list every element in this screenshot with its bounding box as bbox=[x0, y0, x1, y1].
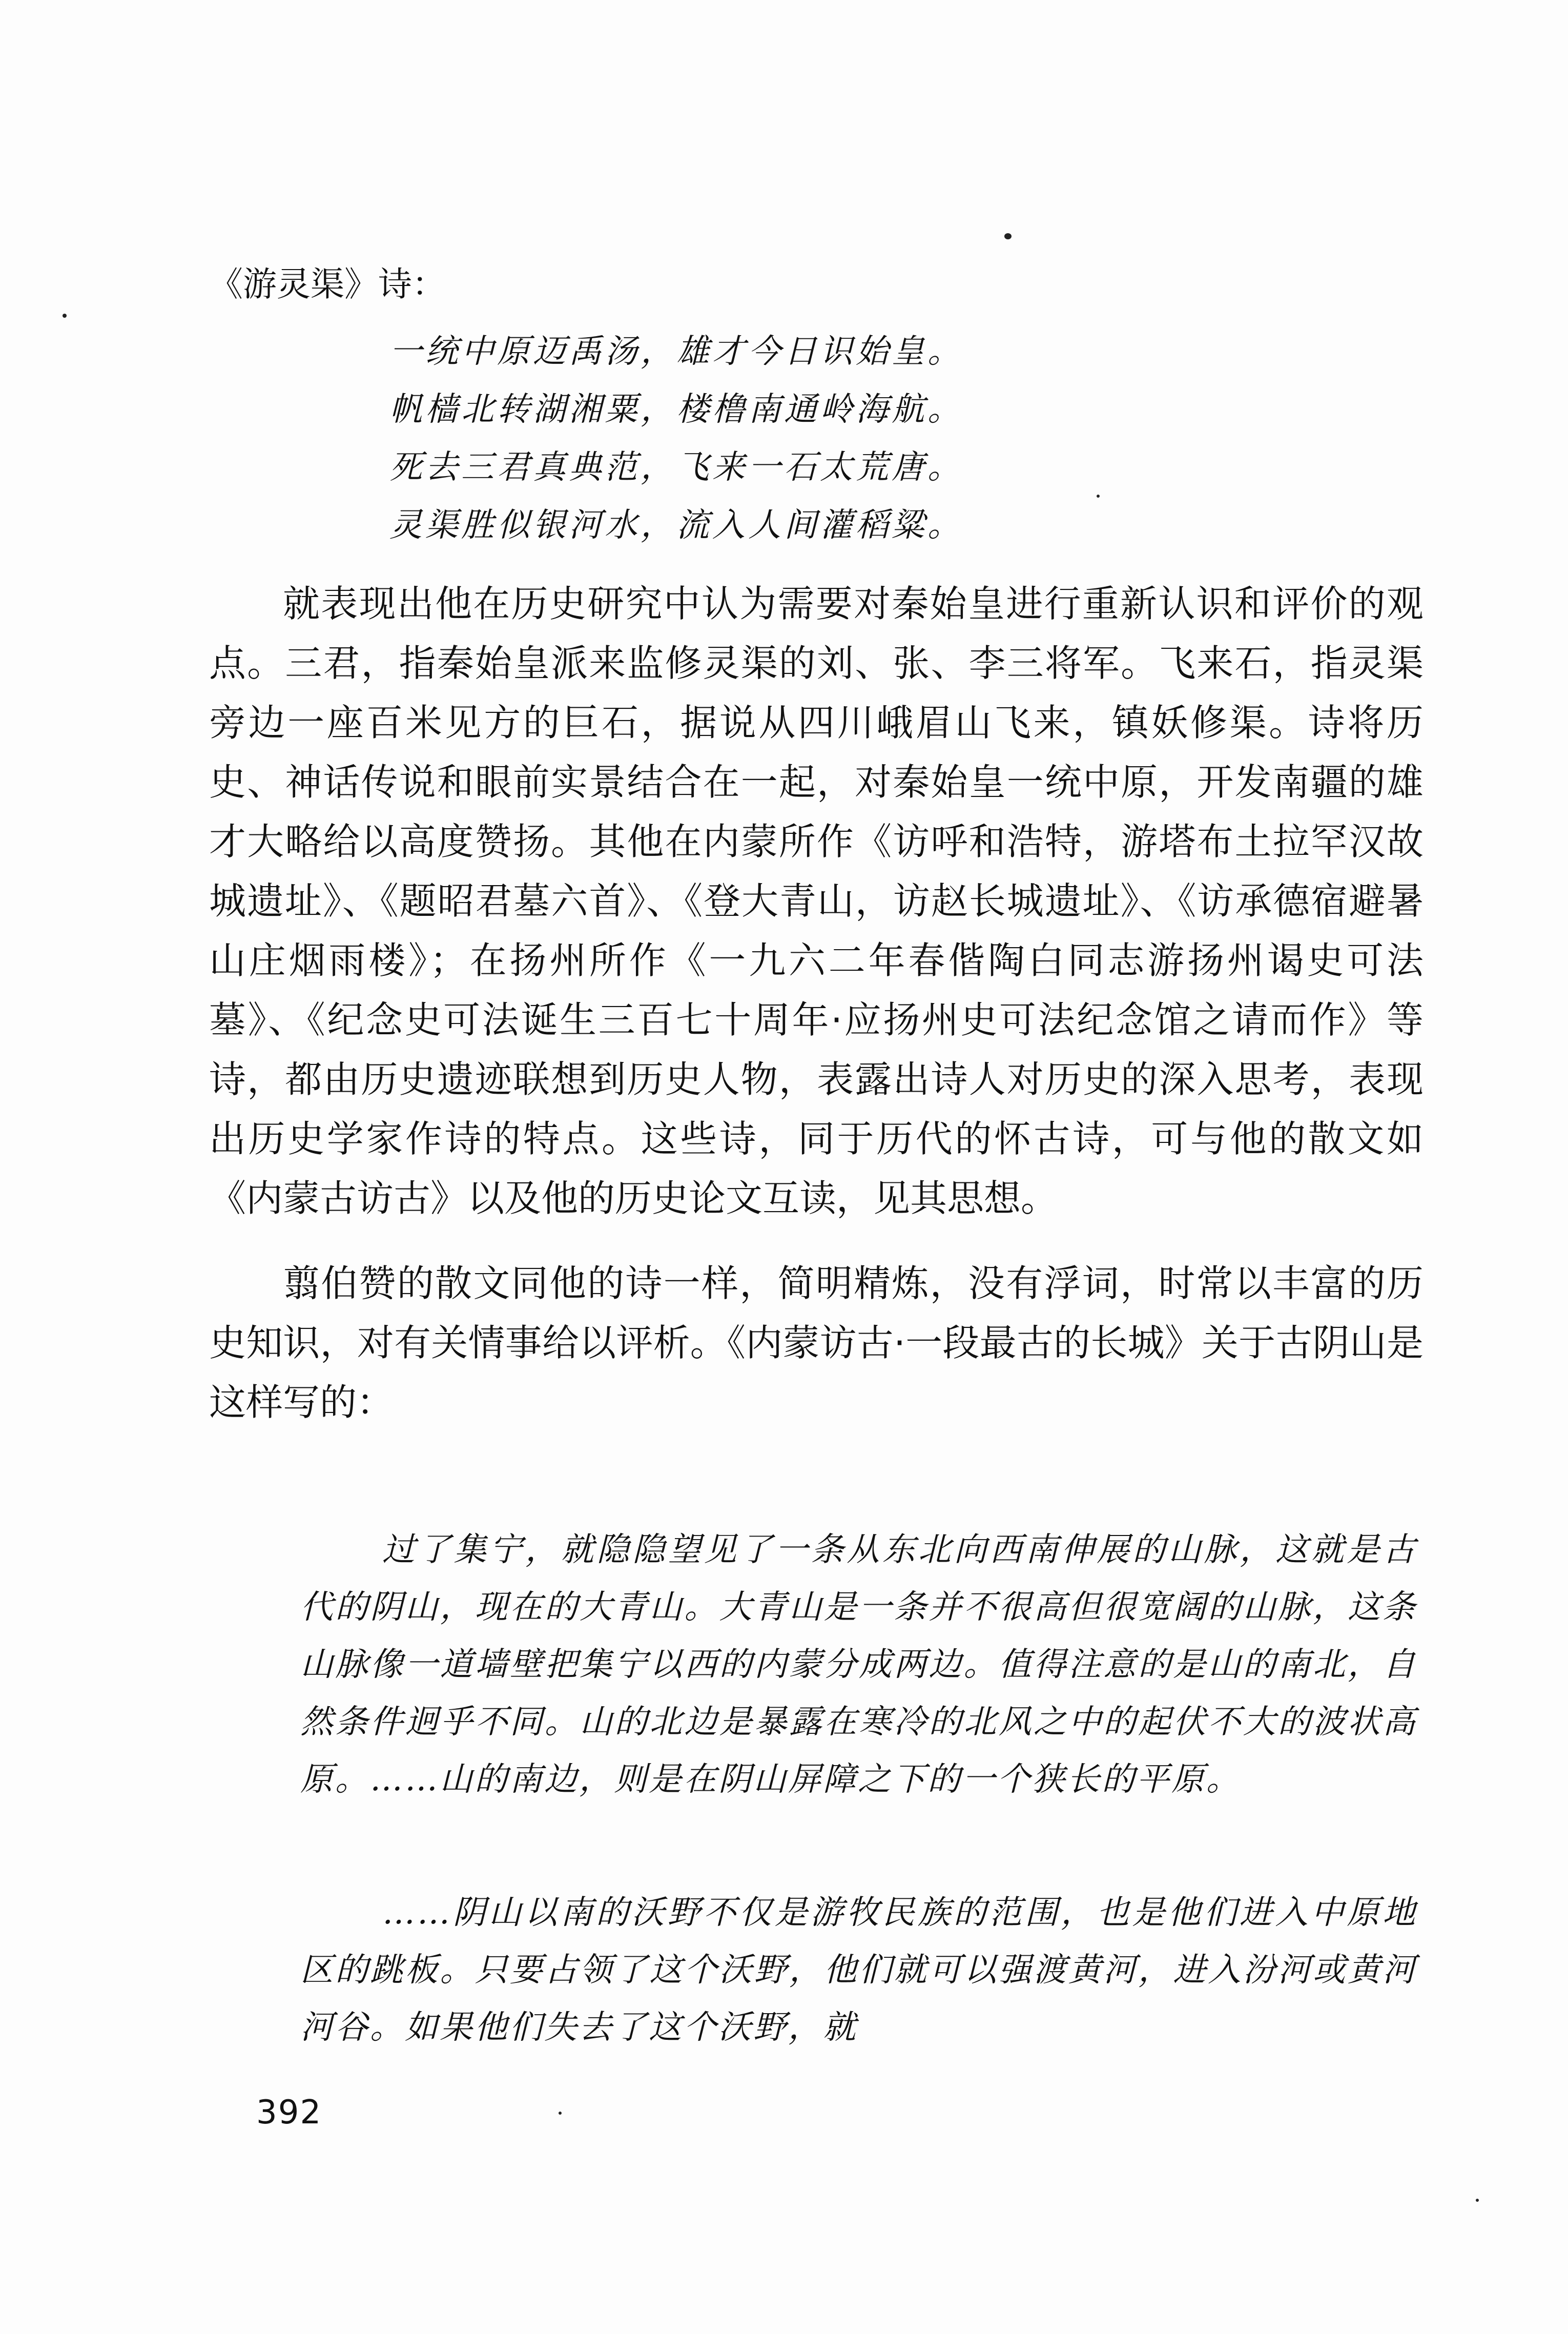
body-paragraph: 就表现出他在历史研究中认为需要对秦始皇进行重新认识和评价的观点。三君，指秦始皇派来监修灵渠的刘、张、李三将军。飞来石，指灵渠旁边一座百米见方的巨石，据说从四川峨眉山飞来，镇妖修渠。诗将历史、神话传说和眼前实景结合在一起，对秦始皇一统中原，开发南疆的雄才大略给以高度赞扬。其他在内蒙所作《访呼和浩特，游塔布土拉罕汉故城遗址》、《题昭君墓六首》、《登大青山，访赵长城遗址》、《访承德宿避暑山庄烟雨楼》；在扬州所作《一九六二年春偕陶白同志游扬州谒史可法墓》、《纪念史可法诞生三百七十周年·应扬州史可法纪念馆之请而作》等诗，都由历史遗迹联想到历史人物，表露出诗人对历史的深入思考，表现出历史学家作诗的特点。这些诗，同于历代的怀古诗，可与他的散文如《内蒙古访古》以及他的历史论文互读，见其思想。 bbox=[209, 582, 1423, 1220]
body-paragraph: 翦伯赞的散文同他的诗一样，简明精炼，没有浮词，时常以丰富的历史知识，对有关情事给以评析。《内蒙访古·一段最古的长城》关于古阴山是这样写的： bbox=[209, 1262, 1423, 1424]
poem-line: 死去三君真典范，飞来一石太荒唐。 bbox=[389, 448, 963, 486]
poem-line: 灵渠胜似银河水，流入人间灌稻粱。 bbox=[389, 506, 963, 544]
print-speck bbox=[1097, 495, 1100, 498]
print-speck bbox=[63, 314, 67, 318]
poem-line: 一统中原迈禹汤，雄才今日识始皇。 bbox=[389, 333, 963, 371]
page-number: 392 bbox=[256, 2094, 322, 2132]
print-speck bbox=[1004, 233, 1012, 239]
poem-line: 帆樯北转湖湘粟，楼橹南通岭海航。 bbox=[389, 391, 963, 428]
poem-title-intro: 《游灵渠》诗： bbox=[209, 264, 446, 304]
poem-block bbox=[389, 323, 963, 555]
quoted-passage: 过了集宁，就隐隐望见了一条从东北向西南伸展的山脉，这就是古代的阴山，现在的大青山。大青山是一条并不很高但很宽阔的山脉，这条山脉像一道墙壁把集宁以西的内蒙分成两边。值得注意的是山的南北，自然条件迥乎不同。山的北边是暴露在寒冷的北风之中的起伏不大的波状高原。……山的南边，则是在阴山屏障之下的一个狭长的平原。 bbox=[300, 1531, 1417, 1798]
print-speck bbox=[559, 2112, 562, 2115]
print-speck bbox=[1476, 2199, 1479, 2202]
quoted-passage: ……阴山以南的沃野不仅是游牧民族的范围，也是他们进入中原地区的跳板。只要占领了这个沃野，他们就可以强渡黄河，进入汾河或黄河河谷。如果他们失去了这个沃野，就 bbox=[300, 1894, 1417, 2046]
